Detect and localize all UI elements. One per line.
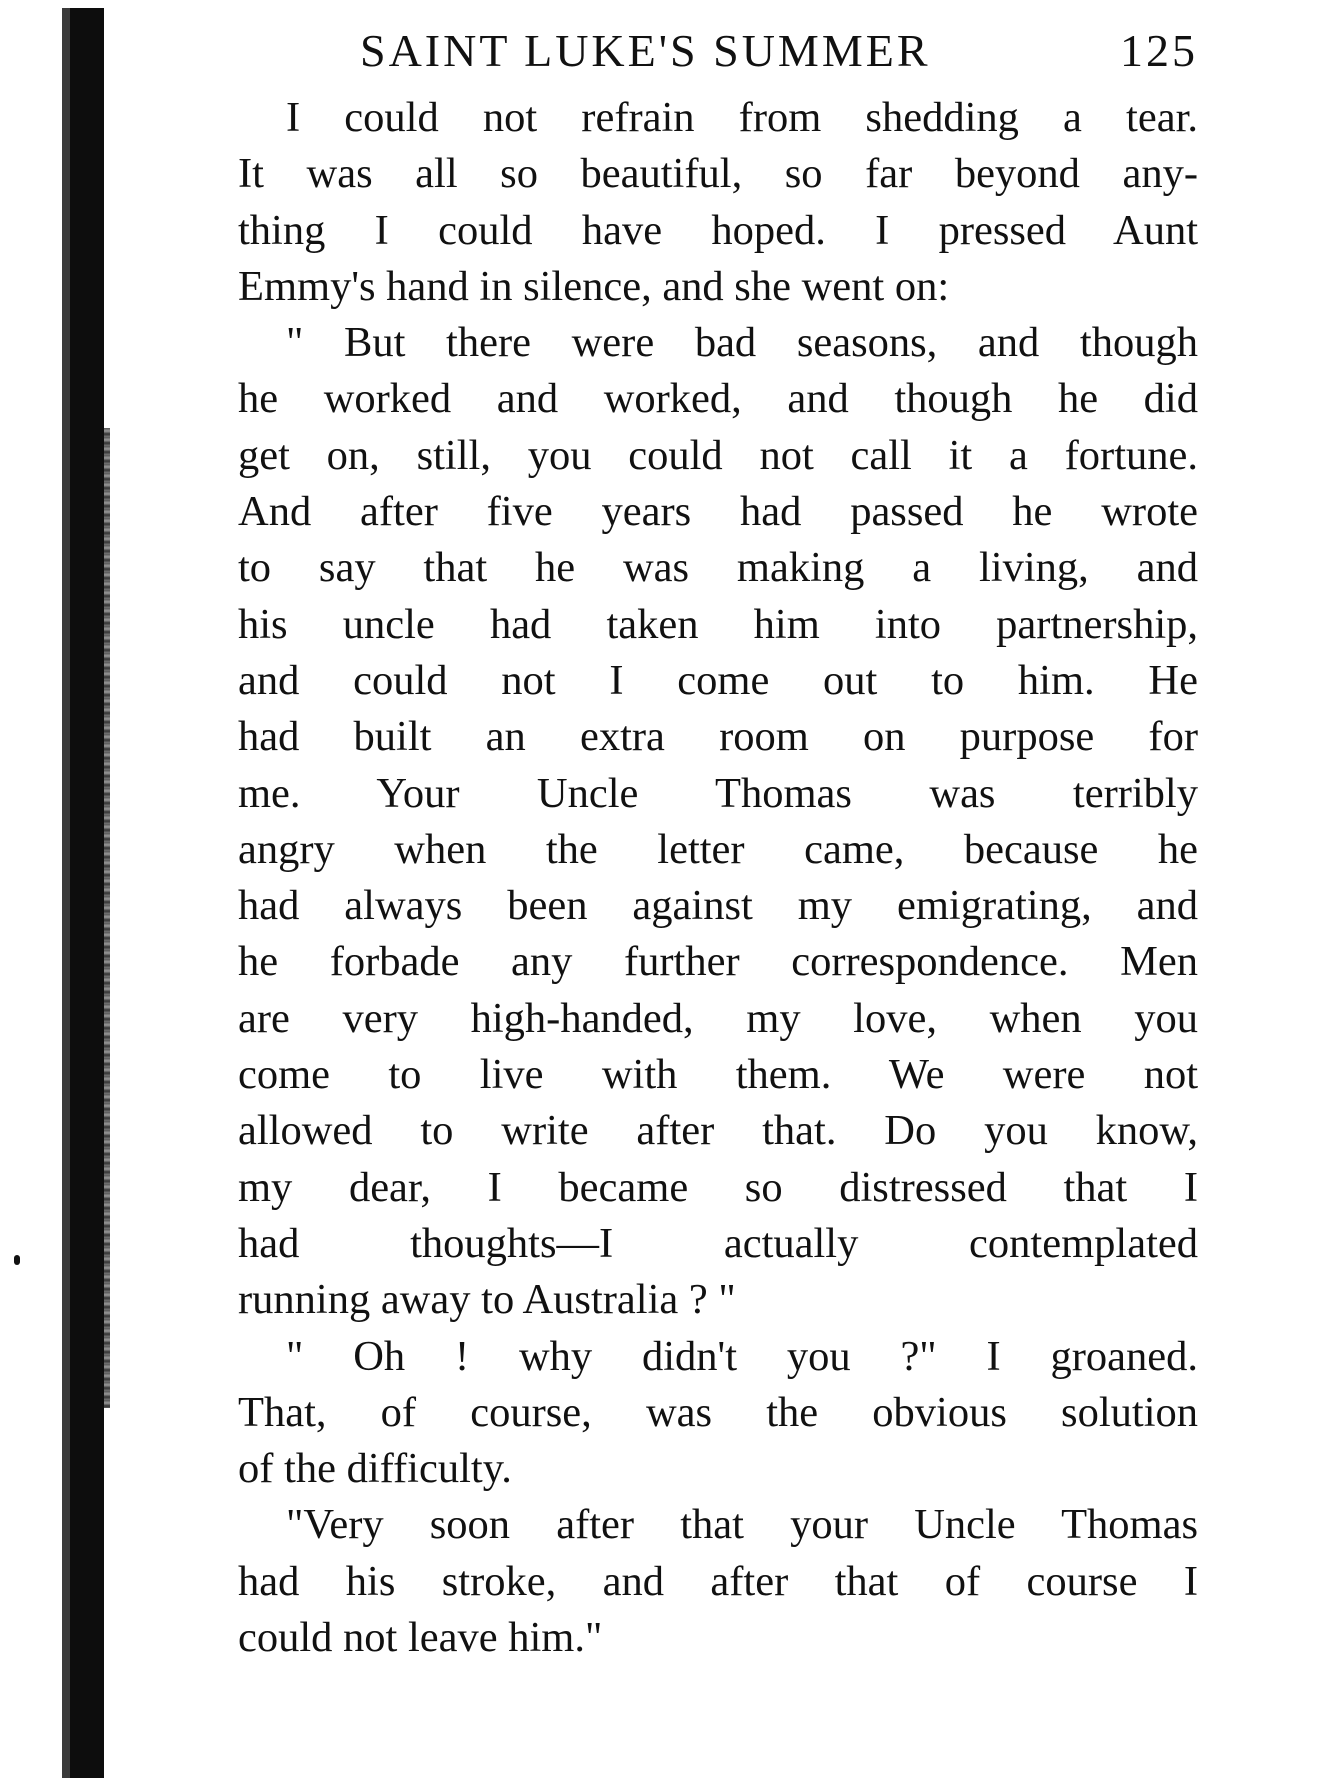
body-text: [238, 90, 1198, 1666]
text-line: " Oh ! why didn't you ?" I groaned.: [286, 1332, 1198, 1380]
book-page: [238, 18, 1198, 1666]
text-line: had thoughts—I actually contemplated: [238, 1219, 1198, 1267]
text-line: he worked and worked, and though he did: [238, 375, 1198, 423]
text-line: had his stroke, and after that of course I: [238, 1557, 1198, 1605]
text-line: he forbade any further correspondence. Men: [238, 938, 1198, 986]
page-number: 125: [1120, 25, 1198, 76]
text-line: his uncle had taken him into partnership,: [238, 600, 1198, 648]
text-line: "Very soon after that your Uncle Thomas: [286, 1501, 1198, 1549]
text-line: had built an extra room on purpose for: [238, 713, 1198, 761]
text-line: get on, still, you could not call it a fortune.: [238, 431, 1198, 479]
text-line: running away to Australia ? ": [238, 1276, 736, 1324]
text-line: me. Your Uncle Thomas was terribly: [238, 769, 1198, 817]
text-line: thing I could have hoped. I pressed Aunt: [238, 206, 1198, 254]
text-line: my dear, I became so distressed that I: [238, 1163, 1198, 1211]
text-line: allowed to write after that. Do you know,: [238, 1107, 1198, 1155]
text-line: I could not refrain from shedding a tear.: [286, 94, 1198, 141]
text-line: That, of course, was the obvious solution: [238, 1388, 1198, 1436]
text-line: had always been against my emigrating, and: [238, 882, 1198, 930]
text-line: are very high-handed, my love, when you: [238, 994, 1198, 1042]
text-line: " But there were bad seasons, and though: [286, 319, 1198, 367]
text-line: of the difficulty.: [238, 1445, 512, 1493]
margin-speck: [14, 1255, 20, 1265]
text-line: to say that he was making a living, and: [238, 544, 1198, 592]
running-title: SAINT LUKE'S SUMMER: [360, 25, 931, 76]
page-binding-edge: [62, 8, 104, 1778]
text-line: angry when the letter came, because he: [238, 825, 1198, 873]
text-line: It was all so beautiful, so far beyond any-: [238, 150, 1198, 198]
text-line: Emmy's hand in silence, and she went on:: [238, 262, 950, 310]
text-line: and could not I come out to him. He: [238, 656, 1198, 704]
running-head: [238, 18, 1198, 90]
text-line: come to live with them. We were not: [238, 1051, 1198, 1099]
text-line: And after five years had passed he wrote: [238, 488, 1198, 536]
text-line: could not leave him.": [238, 1614, 603, 1662]
